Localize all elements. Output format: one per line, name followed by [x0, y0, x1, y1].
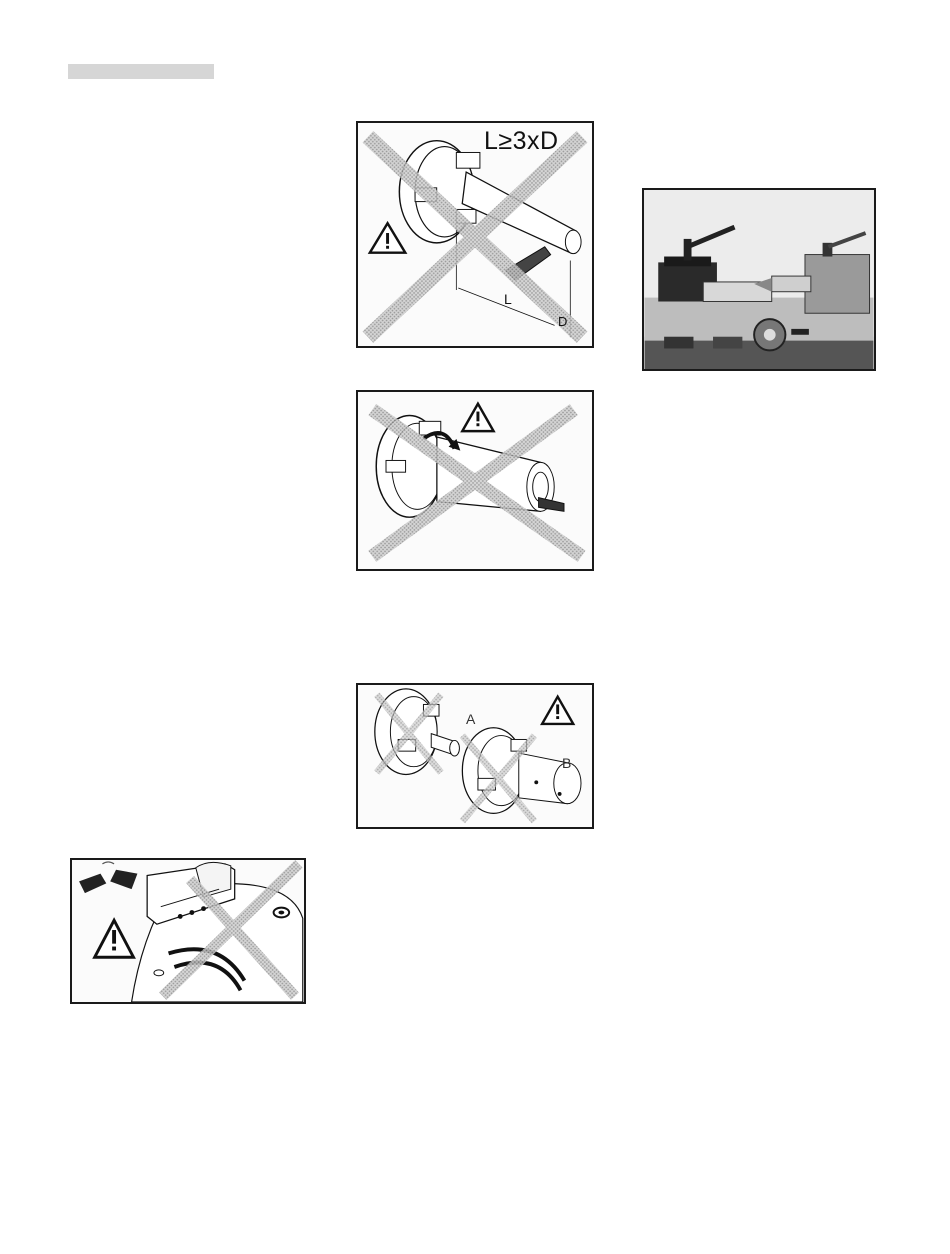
warning-icon [542, 697, 573, 724]
figure-long-workpiece [356, 121, 594, 348]
label-b: B [562, 755, 572, 771]
section-header-bar [68, 64, 214, 79]
length-label: L [504, 291, 512, 307]
label-a: A [466, 711, 476, 727]
lathe-photo-image [644, 190, 874, 369]
chuck-a-b-illustration [358, 685, 592, 827]
formula-label: L≥3xD [484, 127, 559, 155]
figure-chuck-a-b [356, 683, 594, 829]
warning-icon [95, 920, 134, 957]
warning-icon [462, 404, 493, 431]
external-clamping-illustration [358, 392, 592, 569]
figure-external-clamping [356, 390, 594, 571]
jaw-insertion-illustration [72, 860, 304, 1002]
diameter-label: D [558, 314, 568, 329]
figure-jaw-insertion [70, 858, 306, 1004]
warning-icon [370, 223, 405, 252]
figure-lathe-photo [642, 188, 876, 371]
hand-icon [79, 862, 137, 893]
long-workpiece-illustration [358, 123, 592, 346]
